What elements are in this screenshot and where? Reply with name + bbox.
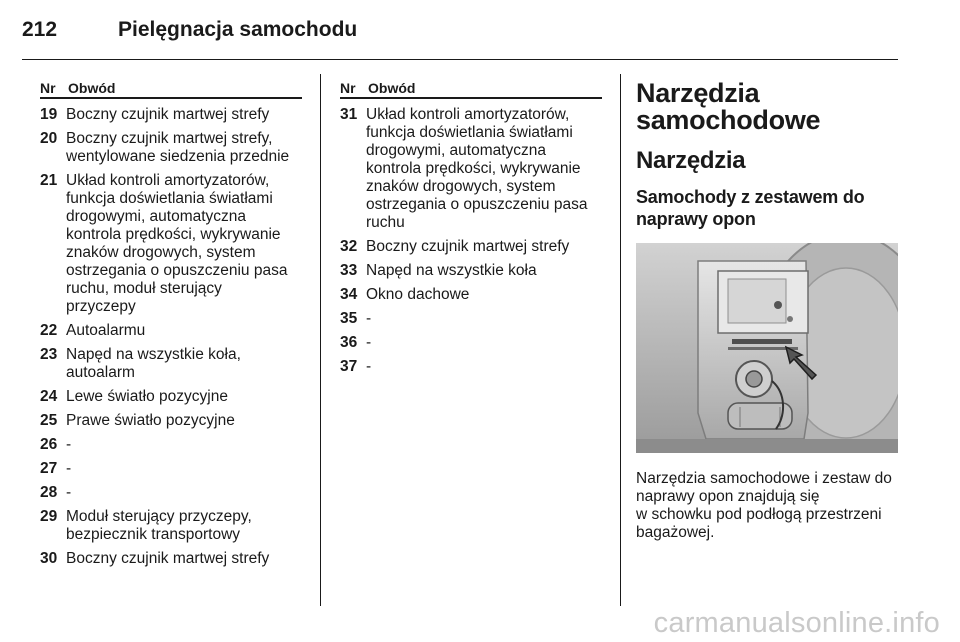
- section-subsubheading-line: Samochody z zestawem do: [636, 187, 865, 207]
- table-row: [40, 346, 302, 382]
- circuit-description-line: ruchu, moduł sterujący: [66, 280, 222, 297]
- table-header-rule: [340, 97, 602, 99]
- table-row: [40, 130, 302, 166]
- circuit-description-line: Układ kontroli amortyzatorów,: [66, 172, 270, 189]
- circuit-description-line: kontrola prędkości, wykrywanie: [366, 160, 581, 177]
- circuit-description: [66, 106, 302, 124]
- fuse-number: 20: [40, 130, 58, 147]
- table-row: [40, 388, 302, 406]
- fuse-number: 21: [40, 172, 58, 189]
- fuse-number: 22: [40, 322, 58, 339]
- fuse-number: 24: [40, 388, 58, 405]
- fuse-number: 33: [340, 262, 358, 279]
- circuit-description-line: -: [66, 484, 72, 501]
- circuit-description: [66, 508, 302, 544]
- page-title: Pielęgnacja samochodu: [118, 18, 358, 41]
- watermark: carmanualsonline.info: [653, 607, 940, 639]
- page-number: 212: [22, 18, 58, 41]
- circuit-description-line: autoalarm: [66, 364, 135, 381]
- table-rows: [40, 106, 302, 568]
- table-row: [340, 262, 602, 280]
- trunk-tools-photo: [636, 243, 898, 453]
- column-divider: [620, 74, 621, 606]
- circuit-description-line: Boczny czujnik martwej strefy,: [66, 130, 273, 147]
- circuit-description-line: bezpiecznik transportowy: [66, 526, 241, 543]
- fuse-number: 35: [340, 310, 358, 327]
- section-heading-line: samochodowe: [636, 105, 821, 135]
- table-row: [340, 310, 602, 328]
- table-row: [340, 238, 602, 256]
- table-row: [40, 322, 302, 340]
- table-row: [40, 106, 302, 124]
- circuit-description-line: znaków drogowych, system: [366, 178, 556, 195]
- fuse-number: 34: [340, 286, 358, 303]
- fuse-number: 26: [40, 436, 58, 453]
- circuit-description-line: -: [66, 436, 72, 453]
- circuit-description: [66, 436, 302, 454]
- circuit-description: [66, 484, 302, 502]
- fuse-table-column-1: [40, 80, 302, 574]
- fuse-number: 31: [340, 106, 358, 123]
- circuit-description-line: wentylowane siedzenia przednie: [66, 148, 290, 165]
- table-header-circuit: Obwód: [68, 80, 116, 96]
- table-header-nr: Nr: [340, 80, 356, 96]
- circuit-description: [66, 412, 302, 430]
- circuit-description: [66, 550, 302, 568]
- circuit-description: [366, 262, 602, 280]
- fuse-number: 32: [340, 238, 358, 255]
- table-row: [340, 106, 602, 232]
- circuit-description-line: -: [366, 310, 372, 327]
- circuit-description-line: -: [66, 460, 72, 477]
- circuit-description: [366, 238, 602, 256]
- circuit-description-line: Lewe światło pozycyjne: [66, 388, 228, 405]
- table-rows: [340, 106, 602, 376]
- table-row: [340, 334, 602, 352]
- circuit-description-line: Prawe światło pozycyjne: [66, 412, 235, 429]
- circuit-description: [66, 460, 302, 478]
- circuit-description: [366, 310, 602, 328]
- header-rule: [22, 59, 898, 60]
- fuse-number: 36: [340, 334, 358, 351]
- column-divider: [320, 74, 321, 606]
- circuit-description-line: Boczny czujnik martwej strefy: [66, 106, 270, 123]
- circuit-description-line: ostrzegania o opuszczeniu pasa: [366, 196, 588, 213]
- section-heading-line: Narzędzia: [636, 78, 760, 108]
- photo-caption: [636, 470, 902, 542]
- fuse-number: 30: [40, 550, 58, 567]
- table-row: [40, 550, 302, 568]
- caption-line: naprawy opon znajdują się: [636, 488, 820, 505]
- circuit-description-line: Napęd na wszystkie koła: [366, 262, 537, 279]
- circuit-description-line: znaków drogowych, system: [66, 244, 256, 261]
- table-header-nr: Nr: [40, 80, 56, 96]
- fuse-number: 19: [40, 106, 58, 123]
- table-row: [40, 484, 302, 502]
- circuit-description: [366, 358, 602, 376]
- fuse-number: 37: [340, 358, 358, 375]
- circuit-description-line: przyczepy: [66, 298, 136, 315]
- section-heading: [636, 80, 902, 134]
- circuit-description-line: -: [366, 358, 372, 375]
- table-row: [340, 358, 602, 376]
- circuit-description: [66, 388, 302, 406]
- tools-section: [636, 80, 902, 542]
- fuse-number: 23: [40, 346, 58, 363]
- table-row: [340, 286, 602, 304]
- fuse-number: 28: [40, 484, 58, 501]
- circuit-description-line: Autoalarmu: [66, 322, 146, 339]
- circuit-description-line: -: [366, 334, 372, 351]
- circuit-description-line: drogowymi, automatyczna: [66, 208, 247, 225]
- circuit-description-line: funkcja doświetlania światłami: [366, 124, 573, 141]
- caption-line: Narzędzia samochodowe i zestaw do: [636, 470, 892, 487]
- caption-line: w schowku pod podłogą przestrzeni: [636, 506, 882, 523]
- table-row: [40, 412, 302, 430]
- circuit-description-line: ruchu: [366, 214, 405, 231]
- section-subheading: Narzędzia: [636, 147, 746, 174]
- table-header-rule: [40, 97, 302, 99]
- circuit-description-line: Okno dachowe: [366, 286, 470, 303]
- circuit-description-line: Układ kontroli amortyzatorów,: [366, 106, 570, 123]
- circuit-description: [66, 172, 302, 316]
- circuit-description: [66, 322, 302, 340]
- circuit-description-line: Boczny czujnik martwej strefy: [66, 550, 270, 567]
- section-subsubheading: [636, 186, 902, 230]
- circuit-description-line: kontrola prędkości, wykrywanie: [66, 226, 281, 243]
- table-row: [40, 508, 302, 544]
- circuit-description-line: Boczny czujnik martwej strefy: [366, 238, 570, 255]
- circuit-description: [366, 334, 602, 352]
- circuit-description-line: Moduł sterujący przyczepy,: [66, 508, 252, 525]
- caption-line: bagażowej.: [636, 524, 715, 541]
- circuit-description: [366, 286, 602, 304]
- table-row: [40, 172, 302, 316]
- circuit-description: [66, 346, 302, 382]
- fuse-number: 29: [40, 508, 58, 525]
- table-header: [40, 80, 302, 96]
- circuit-description: [366, 106, 602, 232]
- table-header-circuit: Obwód: [368, 80, 416, 96]
- circuit-description-line: funkcja doświetlania światłami: [66, 190, 273, 207]
- fuse-number: 25: [40, 412, 58, 429]
- fuse-table-column-2: [340, 80, 602, 382]
- circuit-description-line: drogowymi, automatyczna: [366, 142, 547, 159]
- table-row: [40, 460, 302, 478]
- circuit-description-line: ostrzegania o opuszczeniu pasa: [66, 262, 288, 279]
- table-header: [340, 80, 602, 96]
- circuit-description: [66, 130, 302, 166]
- circuit-description-line: Napęd na wszystkie koła,: [66, 346, 241, 363]
- section-subsubheading-line: naprawy opon: [636, 209, 756, 229]
- table-row: [40, 436, 302, 454]
- fuse-number: 27: [40, 460, 58, 477]
